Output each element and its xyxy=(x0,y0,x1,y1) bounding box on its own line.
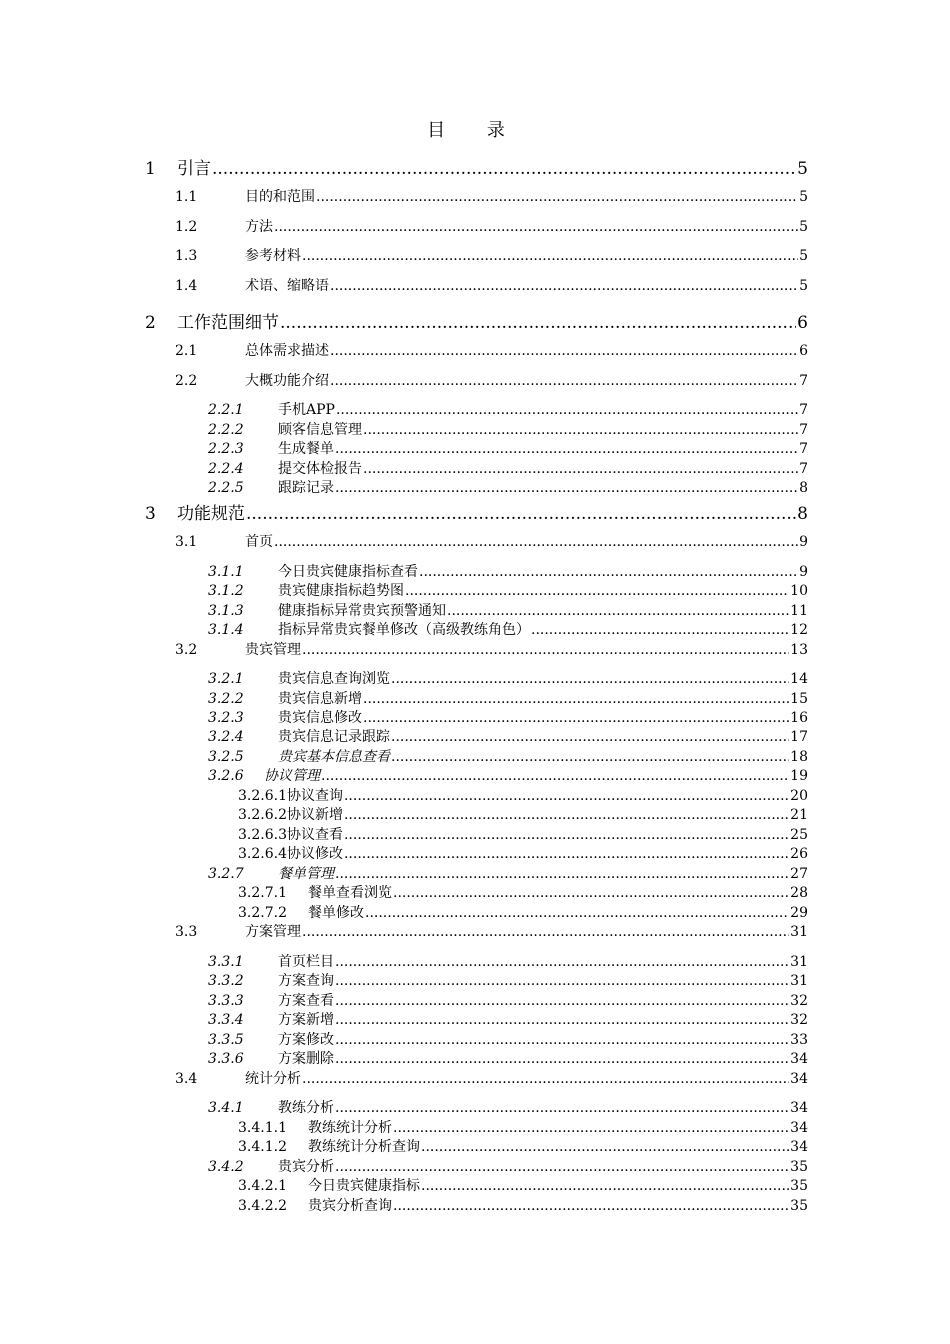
toc-entry-title: 功能规范 xyxy=(177,504,245,524)
toc-entry-page: 9 xyxy=(799,564,808,580)
toc-entry-number: 3.1.3 xyxy=(208,603,244,619)
toc-entry-title: 统计分析 xyxy=(245,1071,301,1087)
toc-entry-number: 3.3.1 xyxy=(208,954,244,970)
toc-entry[interactable] xyxy=(208,970,808,990)
dot-leader xyxy=(335,1032,789,1048)
toc-entry-number: 3.2.6.3 xyxy=(238,827,287,843)
toc-entry-number: 2 xyxy=(145,313,156,333)
toc-entry[interactable] xyxy=(208,1097,808,1117)
dot-leader xyxy=(335,1012,789,1028)
toc-entry-page: 15 xyxy=(790,691,808,707)
dot-leader xyxy=(246,504,796,524)
toc-entry-page: 34 xyxy=(790,1139,808,1155)
toc-entry-page: 35 xyxy=(790,1159,808,1175)
toc-entry-page: 20 xyxy=(790,788,808,804)
toc-entry-title: 参考材料 xyxy=(245,248,301,264)
toc-entry-page: 25 xyxy=(790,827,808,843)
dot-leader xyxy=(393,1120,789,1136)
toc-entry[interactable] xyxy=(208,438,808,458)
toc-entry[interactable] xyxy=(208,477,808,497)
toc-entry-page: 33 xyxy=(790,1032,808,1048)
dot-leader xyxy=(344,788,789,804)
toc-entry-number: 3.4.1 xyxy=(208,1100,244,1116)
toc-entry-page: 6 xyxy=(797,313,808,333)
dot-leader xyxy=(274,219,798,235)
toc-entry-page: 12 xyxy=(790,622,808,638)
toc-entry-title: 贵宾分析 xyxy=(278,1159,334,1175)
toc-entry-number: 3.2.7.1 xyxy=(238,885,287,901)
toc-entry[interactable] xyxy=(208,707,808,727)
toc-entry-title: 首页 xyxy=(245,534,273,550)
toc-entry-page: 26 xyxy=(790,846,808,862)
toc-entry-number: 1.1 xyxy=(175,189,198,205)
toc-entry-number: 3.1.4 xyxy=(208,622,244,638)
toc-entry-number: 1.2 xyxy=(175,219,198,235)
toc-entry-page: 35 xyxy=(790,1198,808,1214)
toc-entry-title: 方案删除 xyxy=(278,1051,334,1067)
dot-leader xyxy=(391,671,789,687)
toc-entry-title: 提交体检报告 xyxy=(278,461,362,477)
toc-entry-page: 19 xyxy=(790,768,808,784)
toc-entry[interactable] xyxy=(238,1175,808,1195)
dot-leader xyxy=(363,461,798,477)
toc-entry-number: 2.1 xyxy=(175,343,198,359)
toc-entry-title: 引言 xyxy=(177,159,211,179)
dot-leader xyxy=(393,885,789,901)
toc-entry[interactable] xyxy=(238,882,808,902)
toc-entry-number: 3.3.4 xyxy=(208,1012,244,1028)
toc-entry-title: 方案管理 xyxy=(245,924,301,940)
toc-entry-page: 31 xyxy=(790,973,808,989)
toc-entry[interactable] xyxy=(145,499,808,524)
toc-entry-number: 2.2 xyxy=(175,373,198,389)
toc-entry-title: 目的和范围 xyxy=(245,189,315,205)
toc-entry-number: 3.2.6 xyxy=(208,768,244,784)
dot-leader xyxy=(302,924,789,940)
toc-entry[interactable] xyxy=(208,1009,808,1029)
toc-entry-number: 3.2.6.2 xyxy=(238,807,287,823)
toc-entry-page: 17 xyxy=(790,729,808,745)
toc-entry-title: 总体需求描述 xyxy=(245,343,329,359)
dot-leader xyxy=(365,905,789,921)
toc-entry-title: 贵宾基本信息查看 xyxy=(278,749,390,765)
toc-entry-number: 3.2.5 xyxy=(208,749,244,765)
toc-entry-number: 3.4.1.1 xyxy=(238,1120,287,1136)
toc-entry-number: 3.4 xyxy=(175,1071,198,1087)
toc-entry-title: 方案查看 xyxy=(278,993,334,1009)
dot-leader xyxy=(335,1051,789,1067)
dot-leader xyxy=(280,313,796,333)
toc-entry[interactable] xyxy=(238,843,808,863)
toc-entry-title: 贵宾健康指标趋势图 xyxy=(278,583,404,599)
toc-entry-title: 今日贵宾健康指标查看 xyxy=(278,564,418,580)
toc-entry-page: 14 xyxy=(790,671,808,687)
toc-entry-page: 34 xyxy=(790,1051,808,1067)
dot-leader xyxy=(447,603,789,619)
toc-entry[interactable] xyxy=(208,561,808,581)
toc-entry-title: 教练统计分析 xyxy=(308,1120,392,1136)
toc-entry-page: 7 xyxy=(799,441,808,457)
dot-leader xyxy=(302,642,789,658)
toc-entry-title: 生成餐单 xyxy=(278,441,334,457)
toc-entry-title: 贵宾信息记录跟踪 xyxy=(278,729,390,745)
toc-entry-page: 16 xyxy=(790,710,808,726)
toc-entry-number: 3.2.7.2 xyxy=(238,905,287,921)
toc-entry[interactable] xyxy=(208,951,808,971)
toc-entry-page: 7 xyxy=(799,422,808,438)
toc-entry[interactable] xyxy=(208,580,808,600)
toc-entry-page: 5 xyxy=(799,219,808,235)
toc-entry-number: 3.2.2 xyxy=(208,691,244,707)
dot-leader xyxy=(344,827,789,843)
toc-entry[interactable] xyxy=(208,458,808,478)
toc-entry-page: 34 xyxy=(790,1120,808,1136)
toc-entry-page: 5 xyxy=(797,159,808,179)
toc-entry[interactable] xyxy=(238,1136,808,1156)
toc-entry-title: 工作范围细节 xyxy=(177,313,279,333)
toc-entry-page: 34 xyxy=(790,1071,808,1087)
toc-entry-title: 方法 xyxy=(245,219,273,235)
toc-entry-title: 指标异常贵宾餐单修改（高级教练角色） xyxy=(278,622,530,638)
dot-leader xyxy=(335,973,789,989)
dot-leader xyxy=(336,402,798,418)
toc-entry-number: 3.3.6 xyxy=(208,1051,244,1067)
dot-leader xyxy=(419,564,798,580)
toc-entry-title: 餐单查看浏览 xyxy=(308,885,392,901)
dot-leader xyxy=(335,866,789,882)
toc-entry-page: 8 xyxy=(797,504,808,524)
dot-leader xyxy=(335,993,789,1009)
toc-entry-number: 1.4 xyxy=(175,278,198,294)
toc-entry-page: 13 xyxy=(790,642,808,658)
toc-entry-page: 7 xyxy=(799,402,808,418)
toc-entry-title: 跟踪记录 xyxy=(278,480,334,496)
toc-entry-page: 31 xyxy=(790,924,808,940)
toc-entry-number: 3.3.5 xyxy=(208,1032,244,1048)
toc-entry-title: 贵宾信息新增 xyxy=(278,691,362,707)
toc-entry-page: 8 xyxy=(799,480,808,496)
toc-entry[interactable] xyxy=(145,154,808,179)
toc-entry[interactable] xyxy=(238,902,808,922)
toc-entry-page: 34 xyxy=(790,1100,808,1116)
toc-entry-number: 3.4.2 xyxy=(208,1159,244,1175)
toc-entry-page: 29 xyxy=(790,905,808,921)
toc-entry-number: 3.2.6.4 xyxy=(238,846,287,862)
toc-entry[interactable] xyxy=(238,804,808,824)
toc-entry[interactable] xyxy=(175,216,808,236)
toc-entry[interactable] xyxy=(208,688,808,708)
toc-entry-number: 3.2.4 xyxy=(208,729,244,745)
toc-entry-number: 3.3.3 xyxy=(208,993,244,1009)
toc-entry[interactable] xyxy=(208,668,808,688)
dot-leader xyxy=(363,710,789,726)
dot-leader xyxy=(316,189,798,205)
toc-entry[interactable] xyxy=(208,1029,808,1049)
toc-entry-number: 3.1.2 xyxy=(208,583,244,599)
toc-entry-page: 7 xyxy=(799,461,808,477)
toc-entry-page: 32 xyxy=(790,993,808,1009)
toc-entry-page: 6 xyxy=(799,343,808,359)
toc-entry-number: 2.2.5 xyxy=(208,480,244,496)
dot-leader xyxy=(330,278,798,294)
toc-entry-title: 教练分析 xyxy=(278,1100,334,1116)
toc-entry-number: 3.4.2.2 xyxy=(238,1198,287,1214)
toc-entry-title: 首页栏目 xyxy=(278,954,334,970)
toc-entry-number: 3.3.2 xyxy=(208,973,244,989)
toc-entry[interactable] xyxy=(238,1117,808,1137)
toc-entry-title: 术语、缩略语 xyxy=(245,278,329,294)
toc-entry[interactable] xyxy=(175,275,808,295)
toc-entry-number: 3 xyxy=(145,504,156,524)
toc-entry[interactable] xyxy=(208,726,808,746)
toc-entry-number: 3.2.3 xyxy=(208,710,244,726)
toc-entry[interactable] xyxy=(208,765,808,785)
toc-entry-page: 35 xyxy=(790,1178,808,1194)
dot-leader xyxy=(531,622,789,638)
toc-entry-title: 方案查询 xyxy=(278,973,334,989)
dot-leader xyxy=(421,1178,789,1194)
toc-entry-number: 3.2 xyxy=(175,642,198,658)
toc-entry[interactable] xyxy=(175,921,808,941)
dot-leader xyxy=(344,807,789,823)
dot-leader xyxy=(330,343,798,359)
toc-entry[interactable] xyxy=(175,639,808,659)
toc-entry-number: 3.2.1 xyxy=(208,671,244,687)
toc-entry[interactable] xyxy=(175,1068,808,1088)
dot-leader xyxy=(335,1159,789,1175)
dot-leader xyxy=(344,846,789,862)
toc-entry[interactable] xyxy=(238,824,808,844)
toc-title: 目 录 xyxy=(427,120,523,141)
toc-entry-title: 顾客信息管理 xyxy=(278,422,362,438)
toc-entry-page: 18 xyxy=(790,749,808,765)
toc-entry-number: 2.2.3 xyxy=(208,441,244,457)
toc-entry[interactable] xyxy=(238,785,808,805)
toc-entry-title: 贵宾分析查询 xyxy=(308,1198,392,1214)
toc-entry[interactable] xyxy=(175,531,808,551)
toc-entry[interactable] xyxy=(208,863,808,883)
toc-entry[interactable] xyxy=(208,619,808,639)
dot-leader xyxy=(335,1100,789,1116)
toc-entry-page: 32 xyxy=(790,1012,808,1028)
toc-entry-page: 27 xyxy=(790,866,808,882)
dot-leader xyxy=(391,729,789,745)
toc-entry[interactable] xyxy=(208,990,808,1010)
dot-leader xyxy=(363,691,789,707)
toc-entry-title: 协议修改 xyxy=(286,846,343,862)
dot-leader xyxy=(302,1071,789,1087)
toc-entry-title: 大概功能介绍 xyxy=(245,373,329,389)
toc-entry[interactable] xyxy=(208,1048,808,1068)
toc-entry[interactable] xyxy=(175,186,808,206)
toc-entry[interactable] xyxy=(208,1156,808,1176)
dot-leader xyxy=(405,583,789,599)
toc-entry-number: 3.1.1 xyxy=(208,564,244,580)
toc-entry-number: 3.2.6.1 xyxy=(238,788,287,804)
dot-leader xyxy=(335,954,789,970)
toc-entry-title: 餐单管理 xyxy=(278,866,334,882)
toc-entry-title: 健康指标异常贵宾预警通知 xyxy=(278,603,446,619)
toc-entry[interactable] xyxy=(175,245,808,265)
dot-leader xyxy=(363,422,798,438)
toc-entry-title: 贵宾信息查询浏览 xyxy=(278,671,390,687)
toc-entry-page: 31 xyxy=(790,954,808,970)
toc-entry[interactable] xyxy=(208,746,808,766)
toc-entry-number: 3.4.1.2 xyxy=(238,1139,287,1155)
toc-entry-page: 5 xyxy=(799,278,808,294)
toc-entry[interactable] xyxy=(175,370,808,390)
toc-entry-title: 今日贵宾健康指标 xyxy=(308,1178,420,1194)
toc-entry-number: 2.2.1 xyxy=(208,402,244,418)
toc-entry-title: 手机APP xyxy=(278,402,335,418)
toc-entry-page: 10 xyxy=(790,583,808,599)
toc-entry-title: 贵宾信息修改 xyxy=(278,710,362,726)
toc-entry-title: 协议查看 xyxy=(286,827,343,843)
toc-entry-number: 1.3 xyxy=(175,248,198,264)
dot-leader xyxy=(391,749,789,765)
dot-leader xyxy=(421,1139,789,1155)
toc-entry-number: 3.3 xyxy=(175,924,198,940)
dot-leader xyxy=(321,768,789,784)
dot-leader xyxy=(212,159,796,179)
toc-entry-title: 协议查询 xyxy=(286,788,343,804)
toc-entry[interactable] xyxy=(238,1195,808,1215)
toc-entry[interactable] xyxy=(175,340,808,360)
toc-entry-number: 3.1 xyxy=(175,534,198,550)
toc-entry-page: 21 xyxy=(790,807,808,823)
toc-entry-title: 方案新增 xyxy=(278,1012,334,1028)
toc-entry[interactable] xyxy=(208,600,808,620)
dot-leader xyxy=(335,441,798,457)
toc-entry[interactable] xyxy=(145,308,808,333)
toc-entry-title: 餐单修改 xyxy=(308,905,364,921)
toc-entry-number: 1 xyxy=(145,159,156,179)
toc-entry-number: 2.2.4 xyxy=(208,461,244,477)
toc-entry[interactable] xyxy=(208,399,808,419)
toc-entry-title: 方案修改 xyxy=(278,1032,334,1048)
toc-entry-number: 2.2.2 xyxy=(208,422,244,438)
toc-entry[interactable] xyxy=(208,419,808,439)
toc-entry-page: 11 xyxy=(790,603,808,619)
dot-leader xyxy=(393,1198,789,1214)
toc-entry-page: 28 xyxy=(790,885,808,901)
dot-leader xyxy=(274,534,798,550)
toc-entry-page: 5 xyxy=(799,189,808,205)
toc-entry-number: 3.4.2.1 xyxy=(238,1178,287,1194)
toc-entry-title: 贵宾管理 xyxy=(245,642,301,658)
toc-entry-title: 协议新增 xyxy=(286,807,343,823)
toc-entry-page: 9 xyxy=(799,534,808,550)
dot-leader xyxy=(302,248,798,264)
dot-leader xyxy=(335,480,798,496)
toc-entry-page: 7 xyxy=(799,373,808,389)
toc-entry-title: 协议管理 xyxy=(264,768,320,784)
toc-entry-title: 教练统计分析查询 xyxy=(308,1139,420,1155)
toc-entry-number: 3.2.7 xyxy=(208,866,244,882)
toc-entry-page: 5 xyxy=(799,248,808,264)
dot-leader xyxy=(330,373,798,389)
